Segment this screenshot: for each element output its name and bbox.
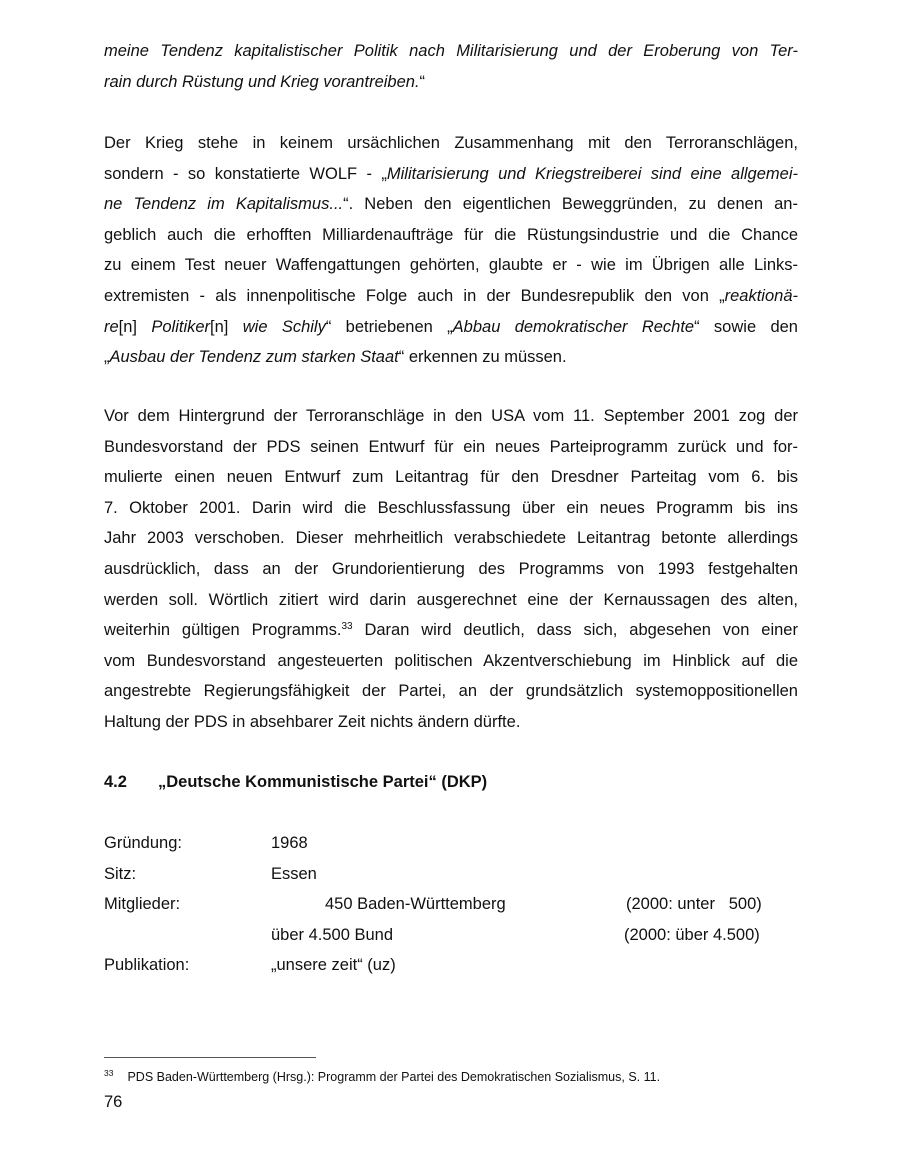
fact-value: 1968 [271, 834, 308, 852]
text-line: meine Tendenz kapitalistischer Politik nach Militarisierung und der Eroberung von Ter- [104, 42, 798, 60]
fact-label: Publikation: [104, 956, 190, 975]
fact-note: (2000: unter 500) [626, 895, 762, 914]
fact-row-publication [104, 950, 798, 981]
fact-row-members-federal [104, 920, 798, 951]
text-line: werden soll. Wörtlich zitiert wird darin ausgerechnet eine der Kernaussagen des alten, [104, 590, 798, 609]
text-line: „Ausbau der Tendenz zum starken Staat“ erkennen zu müssen. [104, 348, 567, 367]
footnote-text: PDS Baden-Württemberg (Hrsg.): Programm der Partei des Demokratischen Sozialismus, S. 11. [127, 1070, 661, 1084]
text-line: mulierte einen neuen Entwurf zum Leitantrag für den Dresdner Parteitag vom 6. bis [104, 468, 798, 487]
footnote-reference[interactable]: 33 [341, 621, 353, 633]
text-line: zu einem Test neuer Waffengattungen gehörten, glaubte er - wie im Übrigen alle Links- [104, 256, 798, 275]
fact-label: Mitglieder: [104, 895, 181, 914]
text-line: Haltung der PDS in absehbarer Zeit nichts ändern dürfte. [104, 712, 521, 731]
text-line: extremisten - als innenpolitische Folge auch in der Bundesrepublik den von „reaktionä- [104, 286, 798, 305]
text-line: ne Tendenz im Kapitalismus...“. Neben den eigentlichen Beweggründen, zu denen an- [104, 195, 798, 214]
fact-value: über 4.500 Bund [271, 925, 394, 944]
section-number: 4.2 [104, 773, 127, 791]
section-title: „Deutsche Kommunistische Partei“ (DKP) [158, 773, 488, 791]
fact-value: 450 Baden-Württemberg [325, 895, 506, 914]
quote-continuation [104, 36, 798, 97]
text-line: rain durch Rüstung und Krieg vorantreiben.“ [104, 72, 426, 91]
text-line: ausdrücklich, dass an der Grundorientierung des Programms von 1993 festgehalten [104, 559, 798, 578]
fact-label: Gründung: [104, 834, 182, 852]
fact-note: (2000: über 4.500) [624, 925, 760, 944]
text-line: Bundesvorstand der PDS seinen Entwurf für ein neues Parteiprogramm zurück und for- [104, 437, 798, 456]
text-line: geblich auch die erhofften Milliardenaufträge für die Rüstungsindustrie und die Chance [104, 225, 798, 244]
text-line: angestrebte Regierungsfähigkeit der Partei, an der grundsätzlich systemoppositionellen [104, 682, 798, 701]
fact-label: Sitz: [104, 864, 137, 883]
section-heading [104, 770, 487, 794]
text-line: 7. Oktober 2001. Darin wird die Beschlussfassung über ein neues Programm bis ins [104, 498, 798, 517]
paragraph-pds [104, 401, 798, 738]
footnote [104, 1064, 660, 1086]
text-line: vom Bundesvorstand angesteuerten politischen Akzentverschiebung im Hinblick auf die [104, 651, 798, 670]
text-line: Der Krieg stehe in keinem ursächlichen Zusammenhang mit den Terroranschlägen, [104, 134, 798, 152]
fact-row-seat [104, 859, 798, 890]
text-line: re[n] Politiker[n] wie Schily“ betriebenen „Abbau demokratischer Rechte“ sowie den [104, 317, 798, 336]
fact-row-founding [104, 828, 798, 859]
text-line: weiterhin gültigen Programms.$^{33}$ Daran wird deutlich, dass sich, abgesehen von einer [104, 621, 798, 640]
page-number: 76 [104, 1093, 123, 1111]
footnote-divider [104, 1057, 316, 1058]
paragraph-wolf [104, 128, 798, 373]
text-line: Jahr 2003 verschoben. Dieser mehrheitlich verabschiedete Leitantrag betonte allerdings [104, 529, 798, 548]
text-line: Vor dem Hintergrund der Terroranschläge in den USA vom 11. September 2001 zog der [104, 407, 798, 425]
fact-value: Essen [271, 864, 317, 883]
footnote-number: 33 [104, 1068, 114, 1078]
party-facts [104, 828, 798, 981]
fact-value: „unsere zeit“ (uz) [271, 956, 396, 975]
fact-row-members [104, 889, 798, 920]
text-line: sondern - so konstatierte WOLF - „Militarisierung und Kriegstreiberei sind eine allgemei- [104, 164, 798, 183]
